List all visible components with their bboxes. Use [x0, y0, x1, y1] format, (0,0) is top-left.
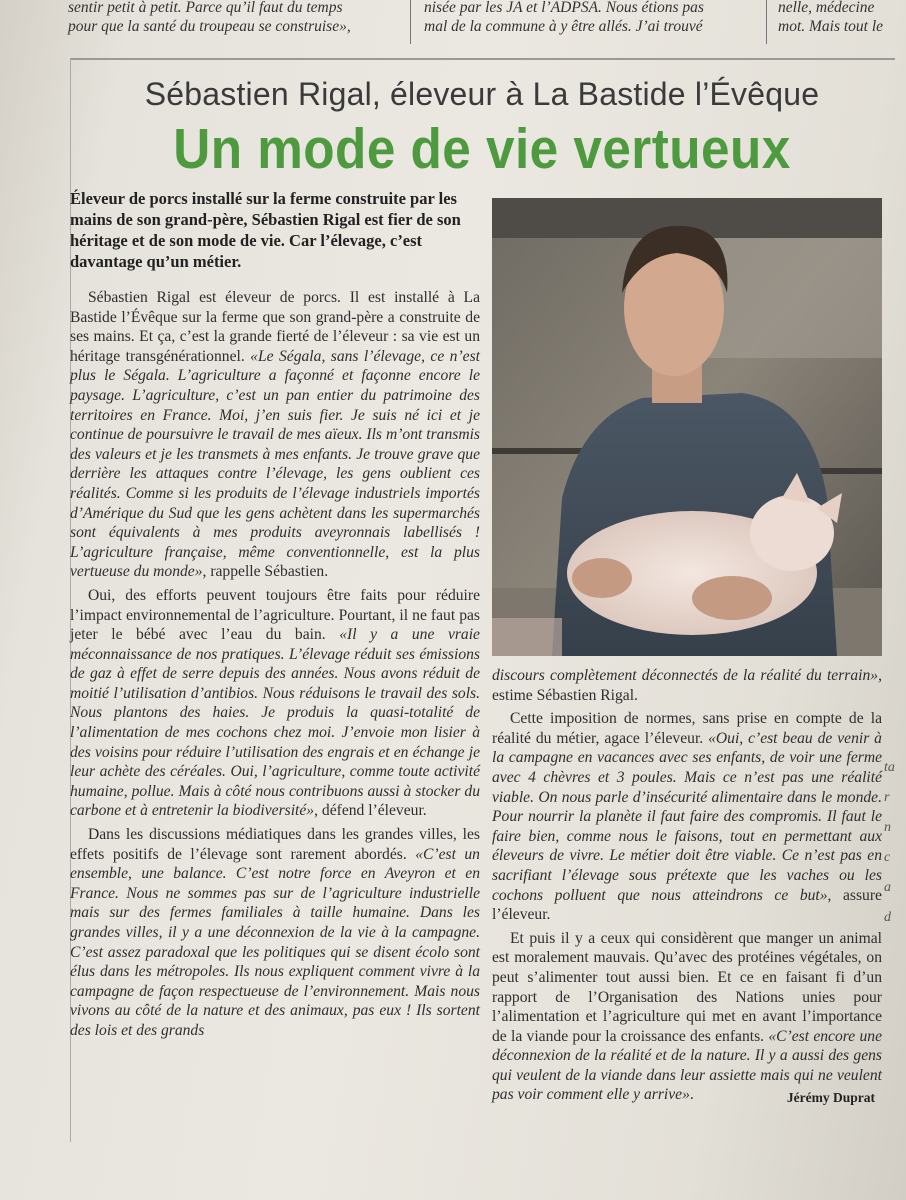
- edge-fragment: n: [884, 820, 891, 835]
- farmer-with-piglet-photo: [492, 198, 882, 656]
- body-paragraph: [492, 709, 882, 925]
- article-lead: [70, 188, 480, 272]
- top-col3-line2: mot. Mais tout le: [778, 18, 884, 35]
- quote-text: «C’est un ensemble, une balance. C’est notre force en Aveyron et en France. Nous ne sommes pas sur de l’agriculture industrielle mais sur des fermes familiales à taille humaine. Dans les grandes villes, il y a une déconnexion de la vie à la campagne. C’est assez paradoxal que les politiques qui se disent écolo sont élus dans les métropoles. Ils nous expliquent comment vivre à la campagne de façon respectueuse de l’environnement. Mais nous vivons au côté de la nature et des animaux, pas eux ! Ils sortent des lois et des grands: [70, 845, 480, 1039]
- top-column-2: [424, 0, 704, 36]
- edge-fragment: r: [884, 790, 890, 805]
- body-paragraph: [70, 825, 480, 1041]
- previous-article-strip: [0, 0, 906, 44]
- paragraph-text: , rappelle Sébastien.: [202, 563, 329, 581]
- top-col1-line2: pour que la santé du troupeau se construise»,: [68, 18, 351, 35]
- lead-paragraph: Éleveur de porcs installé sur la ferme construite par les mains de son grand-père, Sébastien Rigal est fier de son héritage et de son mode de vie. Car l’élevage, c’est davantage qu’un métier.: [70, 189, 461, 271]
- edge-fragment: c: [884, 850, 891, 865]
- quote-text: «Oui, c’est beau de venir à la campagne en vacances avec ses enfants, de voir une ferme avec 4 chèvres et 3 poules. Mais ce n’est pas une réalité viable. On nous parle d’insécurité alimentaire dans le monde. Pour nourrir la planète il faut faire des compromis. Il faut le faire bien, comme nous le faisons, tout en permettant aux éleveurs de vivre. Le métier doit être viable. Ce n’est pas en sacrifiant l’élevage sous prétexte que les vaches ou les cochons polluent que nous atteindrons ce but»: [492, 729, 882, 904]
- paragraph-text: , défend l’éleveur.: [314, 802, 427, 820]
- top-column-1: [68, 0, 351, 36]
- paragraph-text: Dans les discussions médiatiques dans les grandes villes, les effets positifs de l’élevage sont rarement abordés.: [70, 826, 480, 863]
- paragraph-text: Sébastien Rigal est éleveur de porcs. Il est installé à La Bastide l’Évêque sur la ferme que son grand-père a construite de ses mains. Et ça, c’est la grande fierté de l’éleveur : sa vie est un héritage transgénérationnel.: [70, 289, 480, 365]
- body-paragraph: [70, 586, 480, 821]
- edge-fragment: ta: [884, 760, 895, 775]
- paragraph-text: Et puis il y a ceux qui considèrent que manger un animal est moralement mauvais. Qu’avec des protéines végétales, on peut s’alimenter tout aussi bien. Et ce en faisant fi d’un rapport de l’Organisation des Nations unies pour l’alimentation et l’agriculture qui met en avant l’importance de la viande pour la croissance des enfants.: [492, 929, 882, 1045]
- top-col2-line1: nisée par les JA et l’ADPSA. Nous étions pas: [424, 0, 704, 16]
- quote-text: discours complètement déconnectés de la réalité du terrain»: [492, 667, 879, 684]
- top-col3-line1: nelle, médecine: [778, 0, 875, 16]
- column-divider: [766, 0, 767, 44]
- top-col2-line2: mal de la commune à y être allés. J’ai trouvé: [424, 18, 703, 35]
- edge-fragment: a: [884, 880, 891, 895]
- paragraph-text: , assure l’éleveur.: [492, 886, 882, 924]
- paragraph-text: Cette imposition de normes, sans prise en compte de la réalité du métier, agace l’éleveur.: [492, 710, 882, 747]
- body-paragraph: [492, 929, 882, 1105]
- quote-text: «C’est encore une déconnexion de la réalité et de la nature. Il y a aussi des gens qui veulent de la viande dans leur assiette mais qui ne veulent pas voir comment elle y arrive»: [492, 1027, 882, 1104]
- edge-fragment: d: [884, 910, 891, 925]
- article-column-left: [70, 288, 480, 1045]
- author-byline: Jérémy Duprat: [786, 1090, 875, 1105]
- paragraph-text: Oui, des efforts peuvent toujours être faits pour réduire l’impact environnemental de l’agriculture. Pourtant, il ne faut pas jeter le bébé avec l’eau du bain.: [70, 586, 480, 644]
- article-kicker: Sébastien Rigal, éleveur à La Bastide l’Évêque: [144, 76, 820, 112]
- body-paragraph: [70, 288, 480, 582]
- paragraph-text: .: [689, 1086, 694, 1104]
- adjacent-article-edge: [884, 760, 906, 940]
- article-column-right: [492, 666, 882, 1109]
- column-divider: [410, 0, 411, 44]
- quote-text: «Il y a une vraie méconnaissance de nos pratiques. L’élevage réduit ses émissions de gaz à effet de serre depuis des années. Nous avons réduit de moitié l’utilisation d’antibios. Nous réduisons le travail des sols. Nous plantons des haies. Je produis la quasi-totalité de l’alimentation de mes cochons chez moi. J’envoie mon lisier à des voisins pour réduire l’utilisation des engrais et en échange je leur achète des céréales. Oui, l’agriculture, comme toute activité humaine, pollue. Mais à côté nous contribuons aussi à stocker du carbone et à entretenir la biodiversité»: [70, 626, 480, 820]
- top-col1-line1: sentir petit à petit. Parce qu’il faut du temps: [68, 0, 343, 16]
- quote-text: «Le Ségala, sans l’élevage, ce n’est plus le Ségala. L’agriculture a façonné et façonne encore le paysage. L’agriculture, c’est un pan entier du patrimoine des territoires en France. Moi, j’en suis fier. Je suis né ici et je continue de poursuivre le travail de mes aïeux. Ils m’ont transmis des valeurs et je les transmets à mes enfants. Je trouve grave que derrière les attaques contre l’élevage, les gens oublient ces réalités. Comme si les produits de l’élevage industriels importés d’Amérique du Sud que les gens achètent dans les supermarchés sont équivalents à mes produits aveyronnais labellisés ! L’agriculture française, même conventionnelle, est la plus vertueuse du monde»: [70, 347, 480, 581]
- paragraph-text: , estime Sébastien Rigal.: [492, 667, 882, 704]
- article-headline: Un mode de vie vertueux: [173, 117, 791, 181]
- body-paragraph: [492, 666, 882, 705]
- top-column-3: [778, 0, 883, 36]
